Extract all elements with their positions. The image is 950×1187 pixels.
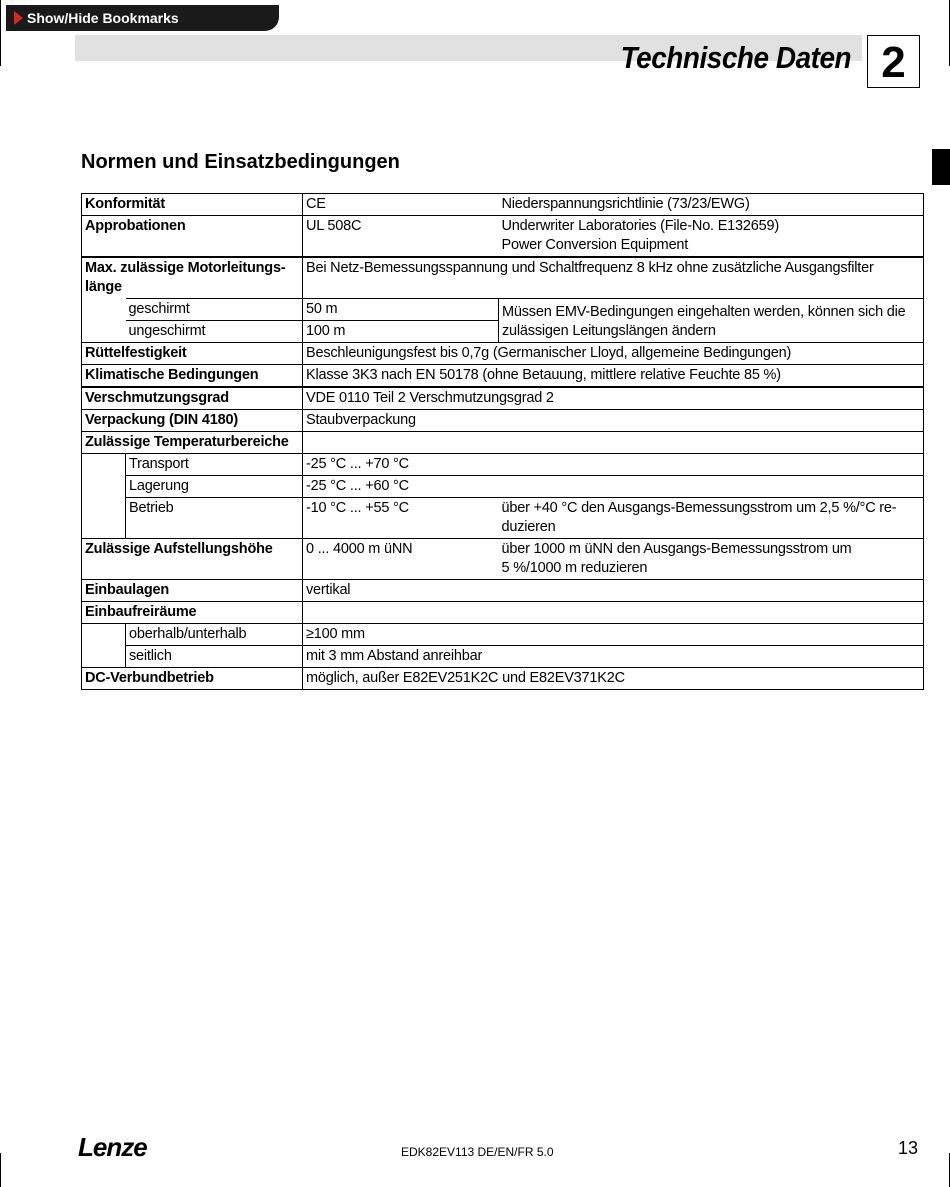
row-value: 0 ... 4000 m üNN: [303, 539, 499, 580]
row-note: [499, 539, 924, 580]
note-line: duzieren: [501, 519, 556, 535]
table-row: [82, 580, 924, 602]
indent-cell: [82, 646, 126, 668]
sub-label: seitlich: [126, 646, 303, 668]
table-row: [82, 257, 924, 299]
note-line: 5 %/1000 m reduzieren: [501, 560, 648, 576]
bookmarks-label: Show/Hide Bookmarks: [27, 10, 179, 26]
table-row: [82, 476, 924, 498]
row-label: Klimatische Bedingungen: [82, 365, 303, 388]
row-label: Verschmutzungsgrad: [82, 387, 303, 410]
row-label: Einbaufreiräume: [82, 602, 303, 624]
note-line: über 1000 m üNN den Ausgangs-Bemessungsstrom um: [501, 541, 852, 557]
row-note: [499, 216, 924, 258]
sub-label: oberhalb/unterhalb: [126, 624, 303, 646]
row-label: Zulässige Aufstellungshöhe: [82, 539, 303, 580]
sub-value: 100 m: [303, 321, 499, 343]
page-title: Technische Daten: [620, 40, 851, 75]
indent-cell: [82, 321, 126, 343]
sub-label: Lagerung: [126, 476, 303, 498]
indent-cell: [82, 299, 126, 321]
sub-value: 50 m: [303, 299, 499, 321]
row-note: Niederspannungsrichtlinie (73/23/EWG): [499, 194, 924, 216]
row-value: [303, 432, 924, 454]
table-row: [82, 410, 924, 432]
table-row: [82, 216, 924, 258]
table-row: [82, 343, 924, 365]
row-value: UL 508C: [303, 216, 499, 258]
sub-value: -25 °C ... +60 °C: [303, 476, 924, 498]
row-value: Beschleunigungsfest bis 0,7g (Germanischer Lloyd, allgemeine Bedingungen): [303, 343, 924, 365]
table-row: [82, 624, 924, 646]
row-value: vertikal: [303, 580, 924, 602]
row-value: Klasse 3K3 nach EN 50178 (ohne Betauung, mittlere relative Feuchte 85 %): [303, 365, 924, 388]
row-label: Verpackung (DIN 4180): [82, 410, 303, 432]
row-value: [303, 602, 924, 624]
sub-label: Transport: [126, 454, 303, 476]
triangle-right-icon: [14, 11, 23, 25]
table-row: [82, 539, 924, 580]
indent-cell: [82, 454, 126, 476]
row-value: Staubverpackung: [303, 410, 924, 432]
table-row: [82, 646, 924, 668]
row-label: Zulässige Temperaturbereiche: [82, 432, 303, 454]
chapter-side-tab: [932, 149, 950, 185]
row-label: Rüttelfestigkeit: [82, 343, 303, 365]
table-row: [82, 299, 924, 321]
row-label: Approbationen: [82, 216, 303, 258]
table-row: [82, 432, 924, 454]
row-label: [82, 257, 303, 299]
row-label: Konformität: [82, 194, 303, 216]
row-note: [499, 498, 924, 539]
row-label: Einbaulagen: [82, 580, 303, 602]
sub-value: mit 3 mm Abstand anreihbar: [303, 646, 924, 668]
show-hide-bookmarks-button[interactable]: [6, 5, 279, 31]
crop-mark: [0, 0, 1, 66]
table-row: [82, 454, 924, 476]
sub-label: geschirmt: [126, 299, 303, 321]
indent-cell: [82, 498, 126, 539]
table-row: [82, 602, 924, 624]
spec-table: [81, 193, 924, 690]
row-note: Müssen EMV-Bedingungen eingehalten werden, können sich die zulässigen Leitungslängen ändern: [499, 299, 924, 343]
table-row: [82, 668, 924, 690]
table-row: [82, 365, 924, 388]
document-id: EDK82EV113 DE/EN/FR 5.0: [401, 1145, 554, 1159]
table-row: [82, 498, 924, 539]
table-row: [82, 194, 924, 216]
sub-value: -10 °C ... +55 °C: [303, 498, 499, 539]
sub-label: ungeschirmt: [126, 321, 303, 343]
label-line: Max. zulässige Motorleitungs-: [85, 260, 286, 276]
page-number: 13: [898, 1138, 919, 1158]
note-line: Power Conversion Equipment: [501, 237, 689, 253]
sub-label: Betrieb: [126, 498, 303, 539]
sub-value: -25 °C ... +70 °C: [303, 454, 924, 476]
crop-mark: [0, 1153, 1, 1187]
indent-cell: [82, 476, 126, 498]
indent-cell: [82, 624, 126, 646]
row-label: DC-Verbundbetrieb: [82, 668, 303, 690]
row-value: Bei Netz-Bemessungsspannung und Schaltfrequenz 8 kHz ohne zusätzliche Ausgangsfilter: [303, 257, 924, 299]
row-value: CE: [303, 194, 499, 216]
sub-value: ≥100 mm: [303, 624, 924, 646]
section-heading: Normen und Einsatzbedingungen: [81, 151, 400, 173]
table-row: [82, 387, 924, 410]
row-value: VDE 0110 Teil 2 Verschmutzungsgrad 2: [303, 387, 924, 410]
note-line: Underwriter Laboratories (File-No. E132659): [501, 218, 779, 234]
lenze-logo: Lenze: [78, 1132, 147, 1162]
label-line: länge: [85, 279, 122, 295]
row-value: möglich, außer E82EV251K2C und E82EV371K2C: [303, 668, 924, 690]
chapter-number: 2: [867, 35, 920, 88]
note-line: über +40 °C den Ausgangs-Bemessungsstrom um 2,5 %/°C re-: [501, 500, 897, 516]
